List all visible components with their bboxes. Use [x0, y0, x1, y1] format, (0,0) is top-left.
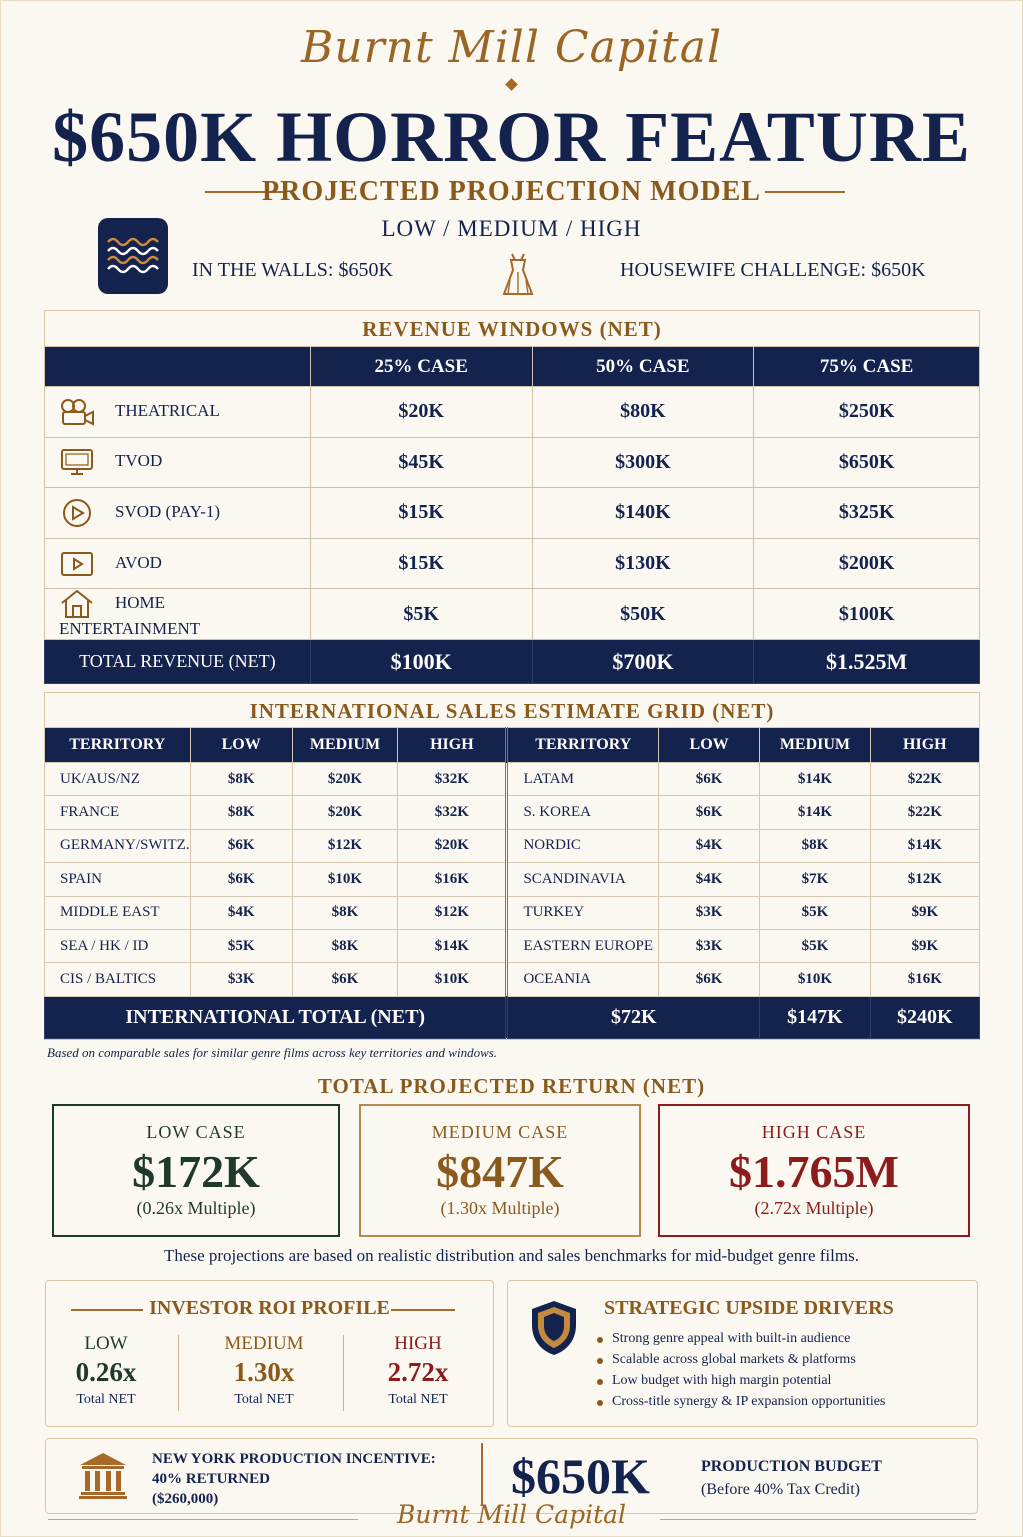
play-circle-icon [59, 498, 95, 528]
budget-value: $650K [511, 1448, 650, 1504]
medium-case-card [359, 1104, 641, 1237]
table-row [45, 863, 980, 896]
bank-icon [76, 1449, 130, 1506]
total-cell: $100K [310, 640, 532, 684]
camera-icon [59, 397, 95, 427]
territory-cell: TURKEY [507, 896, 659, 929]
roi-heading: INVESTOR ROI PROFILE [149, 1297, 390, 1319]
value-cell: $32K [398, 796, 507, 829]
value-cell: $5K [760, 896, 870, 929]
cell: $300K [532, 437, 754, 488]
table-row [45, 387, 980, 438]
dress-icon [498, 250, 538, 305]
roi-label: LOW [84, 1333, 128, 1354]
value-cell: $5K [760, 929, 870, 962]
total-cell: $72K [507, 996, 760, 1038]
row-label: AVOD [115, 552, 162, 572]
case-multiple: (0.26x Multiple) [136, 1198, 256, 1218]
case-multiple: (1.30x Multiple) [440, 1198, 560, 1218]
international-header-row [45, 728, 980, 763]
territory-cell: OCEANIA [507, 963, 659, 996]
cell: $50K [532, 589, 754, 640]
value-cell: $10K [760, 963, 870, 996]
waves-app-icon [98, 218, 168, 294]
total-cell: $147K [760, 996, 870, 1038]
row-label: TVOD [115, 451, 163, 471]
scenario-label: LOW / MEDIUM / HIGH [381, 216, 642, 241]
table-row [45, 488, 980, 539]
total-label: TOTAL REVENUE (NET) [45, 640, 311, 684]
cell: $650K [754, 437, 980, 488]
col-medium: MEDIUM [292, 728, 398, 763]
table-row [45, 896, 980, 929]
value-cell: $3K [659, 896, 760, 929]
total-label: INTERNATIONAL TOTAL (NET) [45, 996, 507, 1038]
budget-title: PRODUCTION BUDGET [701, 1458, 882, 1475]
low-case-card [52, 1104, 340, 1237]
roi-divider [343, 1335, 344, 1411]
roi-value: 1.30x [233, 1357, 295, 1387]
cell: $45K [310, 437, 532, 488]
revenue-table [44, 346, 980, 684]
value-cell: $16K [398, 863, 507, 896]
drivers-heading: STRATEGIC UPSIDE DRIVERS [604, 1297, 894, 1319]
incentive-line: ($260,000) [152, 1491, 219, 1507]
value-cell: $6K [659, 763, 760, 796]
territory-cell: SCANDINAVIA [507, 863, 659, 896]
list-item: Scalable across global markets & platforms [612, 1352, 885, 1373]
table-row [45, 763, 980, 796]
value-cell: $9K [870, 929, 979, 962]
cell: $15K [310, 538, 532, 589]
cell: $250K [754, 387, 980, 438]
revenue-col-25: 25% CASE [310, 347, 532, 387]
cell: $130K [532, 538, 754, 589]
cell: $100K [754, 589, 980, 640]
page-title: $650K HORROR FEATURE [52, 97, 971, 177]
value-cell: $12K [398, 896, 507, 929]
value-cell: $16K [870, 963, 979, 996]
footer-brand: Burnt Mill Capital [396, 1500, 627, 1529]
international-table [44, 727, 980, 1039]
value-cell: $8K [760, 829, 870, 862]
value-cell: $4K [190, 896, 292, 929]
brand-logo: Burnt Mill Capital [300, 22, 723, 73]
cell: $20K [310, 387, 532, 438]
roi-sub: Total NET [388, 1392, 448, 1407]
case-label: LOW CASE [146, 1122, 246, 1142]
value-cell: $9K [870, 896, 979, 929]
value-cell: $4K [659, 863, 760, 896]
territory-cell: CIS / BALTICS [45, 963, 191, 996]
table-row [45, 538, 980, 589]
cell: $5K [310, 589, 532, 640]
row-label: THEATRICAL [115, 400, 220, 420]
table-row [45, 589, 980, 640]
value-cell: $14K [760, 796, 870, 829]
high-case-card [658, 1104, 970, 1237]
value-cell: $12K [292, 829, 398, 862]
table-row [45, 829, 980, 862]
roi-sub: Total NET [76, 1392, 136, 1407]
shield-icon [528, 1299, 580, 1362]
comparable-right: HOUSEWIFE CHALLENGE: $650K [620, 259, 926, 281]
value-cell: $6K [659, 963, 760, 996]
revenue-col-50: 50% CASE [532, 347, 754, 387]
drivers-panel [507, 1280, 978, 1427]
page-subtitle: PROJECTED PROJECTION MODEL [262, 176, 761, 207]
value-cell: $14K [760, 763, 870, 796]
value-cell: $14K [398, 929, 507, 962]
col-low: LOW [190, 728, 292, 763]
value-cell: $20K [292, 796, 398, 829]
international-total-row [45, 996, 980, 1038]
cell: $80K [532, 387, 754, 438]
cell: $325K [754, 488, 980, 539]
territory-cell: SEA / HK / ID [45, 929, 191, 962]
roi-value: 2.72x [387, 1357, 449, 1387]
territory-cell: MIDDLE EAST [45, 896, 191, 929]
col-high: HIGH [398, 728, 507, 763]
cell: $15K [310, 488, 532, 539]
case-value: $172K [132, 1146, 260, 1197]
value-cell: $6K [292, 963, 398, 996]
case-label: HIGH CASE [761, 1122, 867, 1142]
budget-label [701, 1455, 882, 1501]
row-label: SVOD (PAY-1) [115, 501, 221, 521]
territory-cell: UK/AUS/NZ [45, 763, 191, 796]
revenue-heading: REVENUE WINDOWS (NET) [362, 317, 662, 341]
total-cell: $240K [870, 996, 979, 1038]
drivers-list [612, 1331, 885, 1415]
value-cell: $4K [659, 829, 760, 862]
table-row [45, 796, 980, 829]
territory-cell: S. KOREA [507, 796, 659, 829]
value-cell: $8K [190, 796, 292, 829]
roi-value: 0.26x [75, 1357, 137, 1387]
value-cell: $32K [398, 763, 507, 796]
value-cell: $10K [292, 863, 398, 896]
comparable-left: IN THE WALLS: $650K [192, 259, 393, 281]
territory-cell: FRANCE [45, 796, 191, 829]
value-cell: $3K [659, 929, 760, 962]
value-cell: $6K [190, 829, 292, 862]
table-row [45, 437, 980, 488]
case-value: $1.765M [729, 1146, 899, 1197]
revenue-header-row [45, 347, 980, 387]
total-cell: $1.525M [754, 640, 980, 684]
roi-high [348, 1333, 488, 1408]
col-medium: MEDIUM [760, 728, 870, 763]
revenue-col-75: 75% CASE [754, 347, 980, 387]
international-note: Based on comparable sales for similar genre films across key territories and windows. [47, 1045, 498, 1060]
budget-sub: (Before 40% Tax Credit) [701, 1481, 860, 1498]
territory-cell: NORDIC [507, 829, 659, 862]
case-value: $847K [436, 1146, 564, 1197]
play-square-icon [59, 549, 95, 579]
revenue-col-blank [45, 347, 311, 387]
monitor-icon [59, 447, 95, 477]
value-cell: $14K [870, 829, 979, 862]
table-row [45, 963, 980, 996]
col-territory: TERRITORY [45, 728, 191, 763]
international-heading: INTERNATIONAL SALES ESTIMATE GRID (NET) [249, 699, 775, 723]
territory-cell: EASTERN EUROPE [507, 929, 659, 962]
col-low: LOW [659, 728, 760, 763]
value-cell: $6K [190, 863, 292, 896]
cell: $200K [754, 538, 980, 589]
col-high: HIGH [870, 728, 979, 763]
roi-panel [45, 1280, 494, 1427]
territory-cell: SPAIN [45, 863, 191, 896]
value-cell: $8K [292, 896, 398, 929]
value-cell: $7K [760, 863, 870, 896]
international-panel [44, 692, 980, 1040]
cell: $140K [532, 488, 754, 539]
value-cell: $22K [870, 796, 979, 829]
territory-cell: GERMANY/SWITZ. [45, 829, 191, 862]
value-cell: $20K [292, 763, 398, 796]
value-cell: $22K [870, 763, 979, 796]
roi-medium [194, 1333, 334, 1408]
total-cell: $700K [532, 640, 754, 684]
value-cell: $8K [190, 763, 292, 796]
incentive-line: NEW YORK PRODUCTION INCENTIVE: [152, 1451, 436, 1467]
revenue-total-row [45, 640, 980, 684]
list-item: Low budget with high margin potential [612, 1373, 885, 1394]
value-cell: $8K [292, 929, 398, 962]
list-item: Strong genre appeal with built-in audience [612, 1331, 885, 1352]
case-multiple: (2.72x Multiple) [754, 1198, 874, 1218]
roi-label: HIGH [394, 1333, 442, 1354]
value-cell: $3K [190, 963, 292, 996]
projected-heading: TOTAL PROJECTED RETURN (NET) [317, 1074, 706, 1098]
roi-label: MEDIUM [224, 1333, 304, 1354]
roi-divider [178, 1335, 179, 1411]
roi-low [36, 1333, 176, 1408]
value-cell: $20K [398, 829, 507, 862]
house-icon [59, 589, 95, 619]
list-item: Cross-title synergy & IP expansion opportunities [612, 1394, 885, 1415]
value-cell: $5K [190, 929, 292, 962]
value-cell: $6K [659, 796, 760, 829]
col-territory: TERRITORY [507, 728, 659, 763]
incentive-line: 40% RETURNED [152, 1471, 270, 1487]
row-label: HOME ENTERTAINMENT [59, 593, 201, 639]
value-cell: $10K [398, 963, 507, 996]
value-cell: $12K [870, 863, 979, 896]
revenue-panel [44, 310, 980, 682]
case-label: MEDIUM CASE [431, 1122, 569, 1142]
budget-divider [481, 1443, 483, 1505]
roi-sub: Total NET [234, 1392, 294, 1407]
territory-cell: LATAM [507, 763, 659, 796]
table-row [45, 929, 980, 962]
disclaimer: These projections are based on realistic distribution and sales benchmarks for mid-budget genre films. [164, 1246, 859, 1265]
